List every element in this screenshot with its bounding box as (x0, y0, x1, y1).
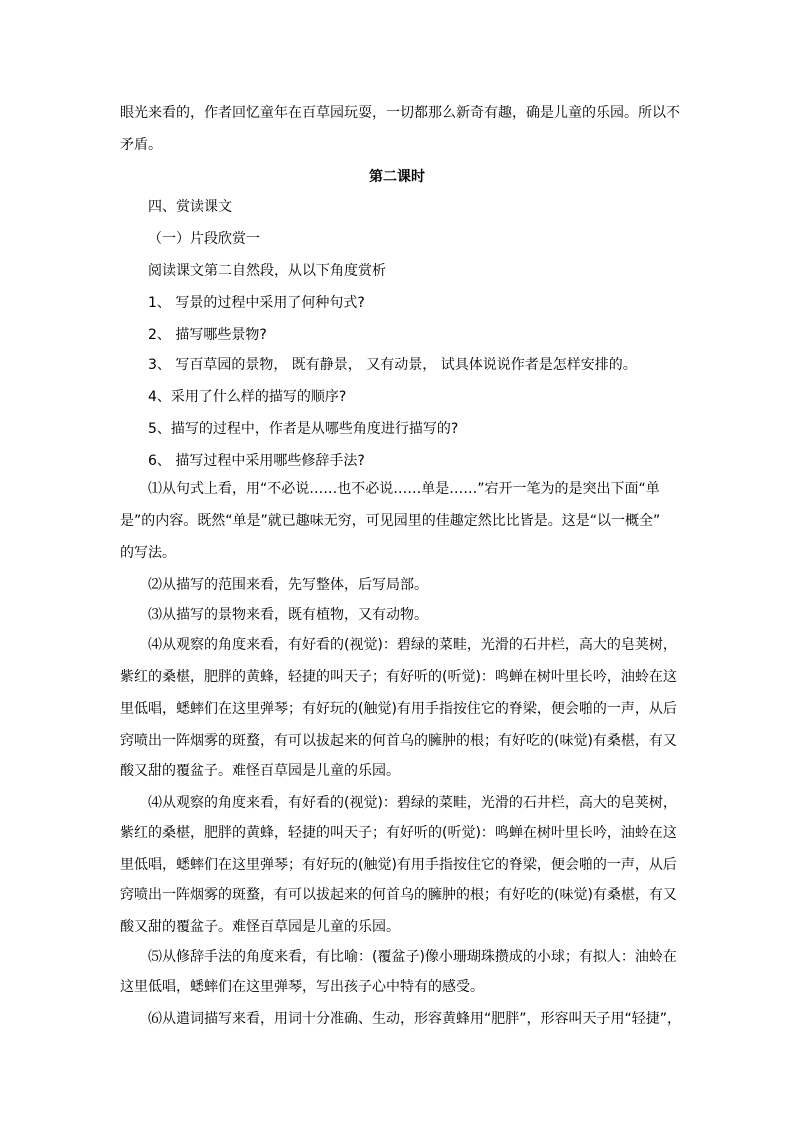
answer-line: ⑸从修辞手法的角度来看，有比喻：(覆盆子)像小珊瑚珠攒成的小球；有拟人：油蛉在 (148, 949, 677, 965)
answer-line: 紫红的桑椹，肥胖的黄蜂，轻捷的叫天子；有好听的(听觉)：鸣蝉在树叶里长吟，油蛉在这 (120, 825, 677, 841)
question-item: 1、 写景的过程中采用了何种句式? (148, 295, 365, 311)
answer-line: 里低唱，蟋蟀们在这里弹琴；有好玩的(触觉)有用手指按住它的脊梁，便会啪的一声，从后 (120, 857, 677, 873)
answer-line: ⑹从遣词描写来看，用词十分准确、生动，形容黄蜂用“肥胖”，形容叫天子用“轻捷”， (148, 1011, 682, 1027)
question-item: 6、 描写过程中采用哪些修辞手法? (148, 453, 365, 469)
section-heading: 四、赏读课文 (148, 199, 232, 215)
answer-line: 酸又甜的覆盆子。难怪百草园是儿童的乐园。 (120, 919, 400, 935)
answer-line: 窍喷出一阵烟雾的斑蝥，有可以拔起来的何首乌的臃肿的根；有好吃的(味觉)有桑椹，有又 (120, 887, 677, 903)
answer-line: 窍喷出一阵烟雾的斑蝥，有可以拔起来的何首乌的臃肿的根；有好吃的(味觉)有桑椹，有又 (120, 733, 677, 749)
question-item: 3、 写百草园的景物， 既有静景， 又有动景， 试具体说说作者是怎样安排的。 (148, 357, 637, 373)
subsection-heading: （一）片段欣赏一 (148, 231, 260, 247)
answer-line: 的写法。 (120, 545, 176, 561)
answer-line: ⑷从观察的角度来看，有好看的(视觉)：碧绿的菜畦，光滑的石井栏，高大的皂荚树， (148, 795, 677, 811)
answer-line: ⑴从句式上看，用“不必说……也不必说……单是……”宕开一笔为的是突出下面“单 (148, 481, 660, 497)
answer-line: 里低唱，蟋蟀们在这里弹琴；有好玩的(触觉)有用手指按住它的脊梁，便会啪的一声，从后 (120, 701, 677, 717)
question-item: 5、描写的过程中，作者是从哪些角度进行描写的? (148, 421, 459, 437)
section-title: 第二课时 (369, 169, 425, 185)
paragraph-line: 眼光来看的，作者回忆童年在百草园玩耍，一切都那么新奇有趣，确是儿童的乐园。所以不 (120, 105, 680, 121)
answer-line: ⑷从观察的角度来看，有好看的(视觉)：碧绿的菜畦，光滑的石井栏，高大的皂荚树， (148, 637, 677, 653)
instruction-line: 阅读课文第二自然段，从以下角度赏析 (148, 263, 386, 279)
answer-line: 是”的内容。既然“单是”就已趣味无穷，可见园里的佳趣定然比比皆是。这是“以一概全” (120, 513, 661, 529)
paragraph-line: 矛盾。 (120, 137, 162, 153)
question-item: 2、 描写哪些景物? (148, 327, 267, 343)
question-item: 4、采用了什么样的描写的顺序? (148, 389, 347, 405)
answer-line: 酸又甜的覆盆子。难怪百草园是儿童的乐园。 (120, 763, 400, 779)
answer-line: 紫红的桑椹，肥胖的黄蜂，轻捷的叫天子；有好听的(听觉)：鸣蝉在树叶里长吟，油蛉在这 (120, 669, 677, 685)
answer-line: ⑵从描写的范围来看，先写整体，后写局部。 (148, 577, 428, 593)
answer-line: ⑶从描写的景物来看，既有植物，又有动物。 (148, 607, 428, 623)
answer-line: 这里低唱，蟋蟀们在这里弹琴，写出孩子心中特有的感受。 (120, 979, 484, 995)
